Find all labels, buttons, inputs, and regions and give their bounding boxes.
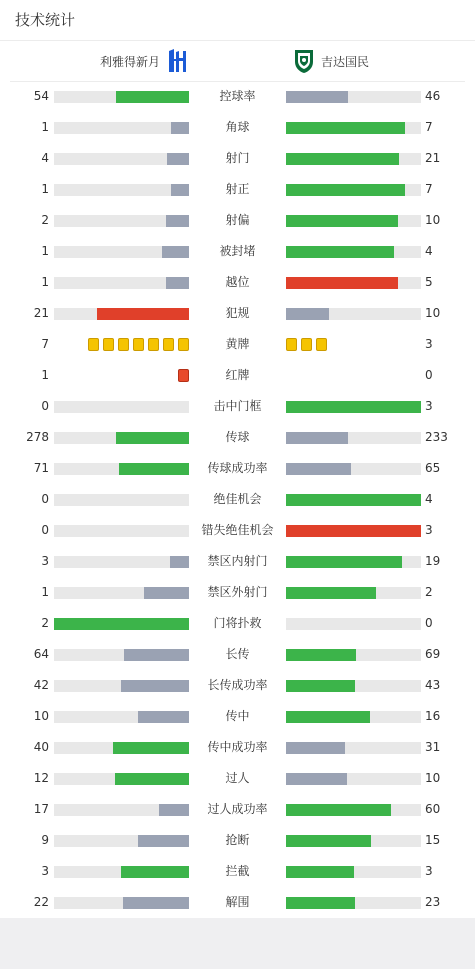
home-value: 278 bbox=[26, 430, 49, 444]
home-bar-track bbox=[54, 587, 189, 599]
away-bar-fill bbox=[286, 153, 399, 165]
away-value: 3 bbox=[425, 399, 433, 413]
away-value: 10 bbox=[425, 771, 441, 785]
home-bar-fill bbox=[123, 897, 189, 909]
home-value: 0 bbox=[41, 399, 49, 413]
home-value: 1 bbox=[41, 182, 49, 196]
home-value: 1 bbox=[41, 275, 49, 289]
home-value: 21 bbox=[33, 306, 49, 320]
home-bar-track bbox=[54, 246, 189, 258]
away-team-name: 吉达国民 bbox=[321, 54, 370, 69]
stat-row bbox=[0, 174, 475, 205]
away-value: 3 bbox=[425, 523, 433, 537]
home-bar-fill bbox=[54, 618, 189, 630]
away-bar-track bbox=[286, 649, 421, 661]
away-bar-fill bbox=[286, 649, 356, 661]
home-bar-fill bbox=[97, 308, 189, 320]
home-value: 2 bbox=[41, 213, 49, 227]
home-bar-fill bbox=[121, 680, 189, 692]
home-value: 9 bbox=[41, 833, 49, 847]
stat-row bbox=[0, 794, 475, 825]
home-value: 0 bbox=[41, 492, 49, 506]
stat-row bbox=[0, 484, 475, 515]
away-bar-fill bbox=[286, 773, 347, 785]
yellow-card-icon bbox=[301, 338, 312, 351]
away-bar-fill bbox=[286, 804, 391, 816]
home-value: 1 bbox=[41, 244, 49, 258]
home-bar-track bbox=[54, 463, 189, 475]
away-bar-fill bbox=[286, 246, 394, 258]
stat-label: 传球 bbox=[225, 430, 250, 444]
home-bar-track bbox=[54, 711, 189, 723]
away-value: 2 bbox=[425, 585, 433, 599]
stat-row bbox=[0, 236, 475, 267]
home-bar-fill bbox=[171, 184, 189, 196]
stat-row bbox=[0, 422, 475, 453]
home-bar-fill bbox=[115, 773, 189, 785]
away-bar-track bbox=[286, 246, 421, 258]
home-bar-track bbox=[54, 401, 189, 413]
home-bar-fill bbox=[166, 215, 189, 227]
home-value: 22 bbox=[33, 895, 49, 909]
away-value: 10 bbox=[425, 306, 441, 320]
away-bar-track bbox=[286, 432, 421, 444]
away-bar-track bbox=[286, 308, 421, 320]
away-bar-track bbox=[286, 835, 421, 847]
home-value: 64 bbox=[33, 647, 49, 661]
stat-label: 击中门框 bbox=[213, 399, 262, 413]
away-bar-fill bbox=[286, 711, 370, 723]
stat-row bbox=[0, 546, 475, 577]
away-bar-track bbox=[286, 618, 421, 630]
away-bar-track bbox=[286, 401, 421, 413]
home-value: 17 bbox=[33, 802, 49, 816]
stat-label: 角球 bbox=[225, 120, 250, 134]
stat-label: 射正 bbox=[225, 182, 250, 196]
home-bar-fill bbox=[119, 463, 189, 475]
home-bar-track bbox=[54, 649, 189, 661]
away-bar-fill bbox=[286, 463, 351, 475]
away-value: 69 bbox=[425, 647, 441, 661]
stat-label: 长传 bbox=[225, 647, 250, 661]
stat-row bbox=[0, 763, 475, 794]
stat-label: 解围 bbox=[225, 895, 250, 909]
stat-label: 被封堵 bbox=[219, 244, 256, 258]
home-bar-fill bbox=[144, 587, 189, 599]
yellow-card-icon bbox=[88, 338, 99, 351]
away-bar-track bbox=[286, 742, 421, 754]
away-bar-fill bbox=[286, 91, 348, 103]
stat-row bbox=[0, 732, 475, 763]
home-bar-fill bbox=[138, 711, 189, 723]
stat-label: 射偏 bbox=[225, 213, 250, 227]
away-team[interactable] bbox=[293, 47, 369, 75]
home-value: 71 bbox=[33, 461, 49, 475]
away-bar-track bbox=[286, 122, 421, 134]
al-ahli-logo-icon bbox=[293, 48, 315, 74]
stat-row bbox=[0, 298, 475, 329]
away-value: 15 bbox=[425, 833, 441, 847]
home-cards bbox=[54, 369, 189, 382]
away-bar-fill bbox=[286, 432, 348, 444]
away-bar-fill bbox=[286, 215, 398, 227]
stat-label: 拦截 bbox=[225, 864, 250, 878]
away-bar-fill bbox=[286, 556, 402, 568]
away-value: 10 bbox=[425, 213, 441, 227]
home-bar-fill bbox=[113, 742, 189, 754]
away-bar-track bbox=[286, 680, 421, 692]
yellow-card-icon bbox=[286, 338, 297, 351]
home-bar-fill bbox=[116, 91, 189, 103]
home-value: 54 bbox=[33, 89, 49, 103]
away-bar-fill bbox=[286, 866, 354, 878]
home-bar-fill bbox=[159, 804, 189, 816]
away-bar-fill bbox=[286, 835, 371, 847]
stat-row bbox=[0, 639, 475, 670]
stat-label: 犯规 bbox=[225, 306, 250, 320]
home-bar-track bbox=[54, 153, 189, 165]
home-value: 3 bbox=[41, 554, 49, 568]
stat-label: 传中 bbox=[225, 709, 250, 723]
home-bar-fill bbox=[116, 432, 189, 444]
home-bar-track bbox=[54, 897, 189, 909]
home-team[interactable] bbox=[100, 47, 188, 75]
stat-label: 越位 bbox=[225, 275, 250, 289]
away-value: 31 bbox=[425, 740, 441, 754]
yellow-card-icon bbox=[103, 338, 114, 351]
home-value: 4 bbox=[41, 151, 49, 165]
away-bar-track bbox=[286, 153, 421, 165]
stat-label: 黄牌 bbox=[225, 337, 250, 351]
home-bar-fill bbox=[138, 835, 189, 847]
away-value: 7 bbox=[425, 182, 433, 196]
yellow-card-icon bbox=[316, 338, 327, 351]
home-bar-track bbox=[54, 184, 189, 196]
stat-row bbox=[0, 81, 475, 112]
stat-label: 禁区外射门 bbox=[207, 585, 268, 599]
away-bar-track bbox=[286, 587, 421, 599]
home-team-name: 利雅得新月 bbox=[99, 54, 160, 69]
stat-row bbox=[0, 608, 475, 639]
stat-row bbox=[0, 329, 475, 360]
away-value: 23 bbox=[425, 895, 441, 909]
away-cards bbox=[286, 369, 421, 382]
stat-row bbox=[0, 453, 475, 484]
away-value: 19 bbox=[425, 554, 441, 568]
away-bar-fill bbox=[286, 680, 355, 692]
home-bar-track bbox=[54, 494, 189, 506]
home-value: 7 bbox=[41, 337, 49, 351]
away-bar-fill bbox=[286, 308, 329, 320]
away-bar-fill bbox=[286, 897, 355, 909]
away-value: 5 bbox=[425, 275, 433, 289]
away-bar-track bbox=[286, 711, 421, 723]
stat-label: 传中成功率 bbox=[207, 740, 268, 754]
home-value: 0 bbox=[41, 523, 49, 537]
stat-label: 禁区内射门 bbox=[207, 554, 268, 568]
away-bar-track bbox=[286, 184, 421, 196]
away-bar-track bbox=[286, 277, 421, 289]
stat-label: 过人成功率 bbox=[207, 802, 268, 816]
home-bar-track bbox=[54, 866, 189, 878]
away-bar-track bbox=[286, 556, 421, 568]
yellow-card-icon bbox=[133, 338, 144, 351]
away-value: 43 bbox=[425, 678, 441, 692]
stat-row bbox=[0, 205, 475, 236]
stat-row bbox=[0, 825, 475, 856]
away-bar-track bbox=[286, 463, 421, 475]
home-bar-track bbox=[54, 835, 189, 847]
stat-label: 传球成功率 bbox=[207, 461, 268, 475]
stat-label: 控球率 bbox=[219, 89, 256, 103]
home-bar-fill bbox=[167, 153, 189, 165]
away-value: 65 bbox=[425, 461, 441, 475]
home-bar-fill bbox=[162, 246, 189, 258]
away-bar-track bbox=[286, 773, 421, 785]
home-bar-track bbox=[54, 618, 189, 630]
away-bar-track bbox=[286, 91, 421, 103]
away-value: 233 bbox=[425, 430, 448, 444]
home-bar-track bbox=[54, 215, 189, 227]
home-bar-fill bbox=[124, 649, 189, 661]
home-value: 40 bbox=[33, 740, 49, 754]
away-bar-fill bbox=[286, 184, 405, 196]
home-value: 42 bbox=[33, 678, 49, 692]
away-value: 4 bbox=[425, 492, 433, 506]
away-bar-track bbox=[286, 804, 421, 816]
away-bar-track bbox=[286, 525, 421, 537]
home-value: 1 bbox=[41, 585, 49, 599]
away-bar-track bbox=[286, 866, 421, 878]
stat-row bbox=[0, 670, 475, 701]
stat-row bbox=[0, 112, 475, 143]
home-bar-fill bbox=[171, 122, 189, 134]
away-value: 60 bbox=[425, 802, 441, 816]
stat-label: 射门 bbox=[225, 151, 250, 165]
home-bar-track bbox=[54, 277, 189, 289]
home-bar-fill bbox=[121, 866, 189, 878]
stat-row bbox=[0, 360, 475, 391]
away-value: 7 bbox=[425, 120, 433, 134]
yellow-card-icon bbox=[118, 338, 129, 351]
away-bar-track bbox=[286, 494, 421, 506]
home-bar-track bbox=[54, 122, 189, 134]
away-value: 46 bbox=[425, 89, 441, 103]
stat-label: 长传成功率 bbox=[207, 678, 268, 692]
away-cards bbox=[286, 338, 421, 351]
home-bar-track bbox=[54, 742, 189, 754]
away-bar-fill bbox=[286, 742, 345, 754]
stat-row bbox=[0, 267, 475, 298]
al-hilal-logo-icon bbox=[166, 48, 188, 74]
home-bar-track bbox=[54, 773, 189, 785]
home-value: 2 bbox=[41, 616, 49, 630]
home-bar-fill bbox=[166, 277, 189, 289]
stat-row bbox=[0, 577, 475, 608]
yellow-card-icon bbox=[178, 338, 189, 351]
stat-row bbox=[0, 515, 475, 546]
home-bar-track bbox=[54, 680, 189, 692]
stat-label: 抢断 bbox=[225, 833, 250, 847]
page-title: 技术统计 bbox=[15, 11, 76, 29]
stat-row bbox=[0, 143, 475, 174]
away-value: 21 bbox=[425, 151, 441, 165]
home-bar-track bbox=[54, 556, 189, 568]
yellow-card-icon bbox=[163, 338, 174, 351]
stats-list bbox=[0, 81, 475, 918]
home-value: 1 bbox=[41, 120, 49, 134]
stat-label: 错失绝佳机会 bbox=[201, 523, 274, 537]
away-value: 4 bbox=[425, 244, 433, 258]
home-value: 12 bbox=[33, 771, 49, 785]
away-value: 3 bbox=[425, 337, 433, 351]
stat-row bbox=[0, 701, 475, 732]
divider bbox=[0, 40, 475, 41]
away-bar-fill bbox=[286, 525, 421, 537]
home-bar-fill bbox=[170, 556, 189, 568]
away-bar-track bbox=[286, 215, 421, 227]
away-value: 3 bbox=[425, 864, 433, 878]
away-bar-fill bbox=[286, 587, 376, 599]
stat-row bbox=[0, 887, 475, 918]
red-card-icon bbox=[178, 369, 189, 382]
home-cards bbox=[54, 338, 189, 351]
stat-label: 过人 bbox=[225, 771, 250, 785]
stat-label: 门将扑救 bbox=[213, 616, 262, 630]
away-value: 0 bbox=[425, 368, 433, 382]
home-bar-track bbox=[54, 525, 189, 537]
away-value: 0 bbox=[425, 616, 433, 630]
home-value: 1 bbox=[41, 368, 49, 382]
home-bar-track bbox=[54, 804, 189, 816]
stat-row bbox=[0, 391, 475, 422]
away-bar-track bbox=[286, 897, 421, 909]
stat-label: 红牌 bbox=[225, 368, 250, 382]
home-value: 3 bbox=[41, 864, 49, 878]
away-bar-fill bbox=[286, 494, 421, 506]
away-bar-fill bbox=[286, 401, 421, 413]
away-bar-fill bbox=[286, 122, 405, 134]
stat-label: 绝佳机会 bbox=[213, 492, 262, 506]
home-bar-track bbox=[54, 308, 189, 320]
home-bar-track bbox=[54, 91, 189, 103]
home-value: 10 bbox=[33, 709, 49, 723]
away-bar-fill bbox=[286, 277, 398, 289]
home-bar-track bbox=[54, 432, 189, 444]
away-value: 16 bbox=[425, 709, 441, 723]
yellow-card-icon bbox=[148, 338, 159, 351]
stat-row bbox=[0, 856, 475, 887]
